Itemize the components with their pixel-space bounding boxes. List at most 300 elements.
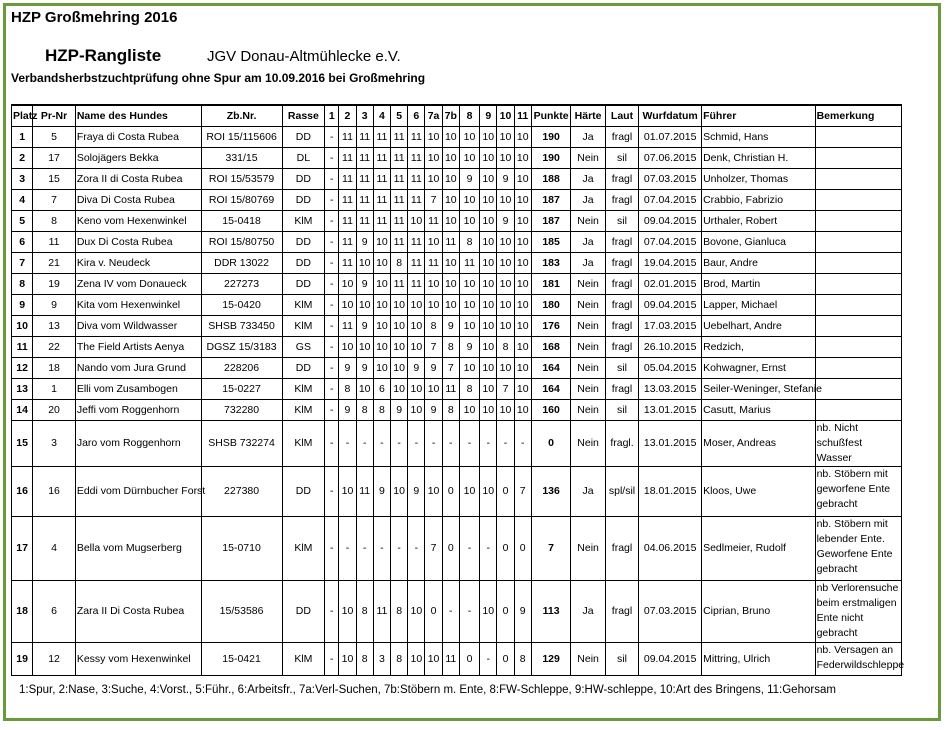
table-cell: 10 (391, 295, 408, 316)
table-cell: 17.03.2015 (639, 316, 702, 337)
table-cell: Nein (571, 400, 605, 421)
table-cell: 10 (373, 253, 390, 274)
table-row (12, 517, 902, 581)
table-cell: 10 (514, 253, 531, 274)
table-cell: Schmid, Hans (702, 127, 816, 148)
table-cell: Ja (571, 253, 605, 274)
table-cell: ROI 15/80769 (201, 190, 282, 211)
table-cell: 11 (33, 232, 76, 253)
table-cell: 176 (531, 316, 571, 337)
table-cell: fragl (605, 581, 638, 643)
table-cell: Kohwagner, Ernst (702, 358, 816, 379)
table-row (12, 581, 902, 643)
table-cell: 12 (33, 643, 76, 676)
table-cell: fragl (605, 190, 638, 211)
table-cell: Nando vom Jura Grund (75, 358, 201, 379)
table-cell: 10 (497, 190, 514, 211)
table-cell: 8 (459, 232, 479, 253)
table-cell: 7 (12, 253, 33, 274)
table-cell: 10 (459, 127, 479, 148)
table-cell: 129 (531, 643, 571, 676)
table-cell: 10 (339, 581, 356, 643)
table-cell: 11 (339, 253, 356, 274)
remark-cell (815, 400, 901, 421)
table-cell: 9 (356, 274, 373, 295)
column-header: 7a (425, 105, 442, 127)
table-cell: 10 (425, 169, 442, 190)
table-cell: 7 (33, 190, 76, 211)
table-cell: 10 (442, 169, 459, 190)
table-cell: 10 (480, 127, 497, 148)
table-cell: 10 (497, 232, 514, 253)
table-cell: 10 (497, 358, 514, 379)
table-cell: 1 (33, 379, 76, 400)
table-cell: 11 (356, 190, 373, 211)
table-cell: - (497, 421, 514, 467)
table-cell: 8 (12, 274, 33, 295)
table-cell: Ja (571, 467, 605, 517)
table-cell: 10 (497, 295, 514, 316)
column-header: 4 (373, 105, 390, 127)
table-cell: 0 (497, 517, 514, 581)
table-row (12, 148, 902, 169)
table-cell: 10 (459, 400, 479, 421)
table-cell: 8 (497, 337, 514, 358)
table-cell: 113 (531, 581, 571, 643)
table-cell: fragl (605, 337, 638, 358)
table-cell: Nein (571, 211, 605, 232)
table-cell: 05.04.2015 (639, 358, 702, 379)
table-cell: KlM (282, 421, 325, 467)
table-cell: 8 (356, 643, 373, 676)
table-cell: SHSB 732274 (201, 421, 282, 467)
table-cell: Unholzer, Thomas (702, 169, 816, 190)
table-cell: 15-0421 (201, 643, 282, 676)
table-cell: 22 (33, 337, 76, 358)
table-cell: Nein (571, 274, 605, 295)
table-cell: DD (282, 169, 325, 190)
table-cell: Nein (571, 643, 605, 676)
table-cell: 10 (497, 253, 514, 274)
table-cell: 11 (373, 148, 390, 169)
table-cell: 17 (12, 517, 33, 581)
table-cell: DD (282, 253, 325, 274)
table-cell: KlM (282, 643, 325, 676)
table-cell: 10 (514, 127, 531, 148)
table-cell: 10 (391, 358, 408, 379)
table-cell: 11 (339, 148, 356, 169)
table-cell: Kita vom Hexenwinkel (75, 295, 201, 316)
table-row (12, 274, 902, 295)
table-cell: Bella vom Mugserberg (75, 517, 201, 581)
column-header: Name des Hundes (75, 105, 201, 127)
table-cell: 11 (373, 169, 390, 190)
table-cell: - (325, 148, 339, 169)
table-cell: 10 (373, 358, 390, 379)
table-cell: 9 (425, 400, 442, 421)
table-cell: 10 (497, 316, 514, 337)
table-cell: DGSZ 15/3183 (201, 337, 282, 358)
table-cell: 9 (339, 358, 356, 379)
table-cell: KlM (282, 517, 325, 581)
table-cell: 168 (531, 337, 571, 358)
table-cell: 11 (408, 148, 425, 169)
table-cell: 15-0418 (201, 211, 282, 232)
table-cell: 10 (391, 467, 408, 517)
column-header: 6 (408, 105, 425, 127)
table-cell: - (442, 421, 459, 467)
table-cell: 10 (480, 211, 497, 232)
table-cell: 0 (425, 581, 442, 643)
table-cell: - (514, 421, 531, 467)
table-cell: 19 (33, 274, 76, 295)
table-cell: - (325, 421, 339, 467)
table-cell: - (325, 253, 339, 274)
table-cell: 9 (356, 358, 373, 379)
table-cell: 10 (514, 274, 531, 295)
table-cell: sil (605, 148, 638, 169)
column-header: 9 (480, 105, 497, 127)
table-cell: 10 (442, 190, 459, 211)
table-cell: SHSB 733450 (201, 316, 282, 337)
table-cell: - (325, 274, 339, 295)
table-cell: 10 (514, 190, 531, 211)
table-cell: - (325, 358, 339, 379)
table-cell: 10 (480, 274, 497, 295)
table-cell: Redzich, (702, 337, 816, 358)
table-cell: 10 (408, 316, 425, 337)
table-cell: 15 (33, 169, 76, 190)
table-cell: 12 (12, 358, 33, 379)
table-cell: 8 (391, 581, 408, 643)
table-cell: 10 (408, 400, 425, 421)
remark-cell (815, 316, 901, 337)
table-cell: Zena IV vom Donaueck (75, 274, 201, 295)
table-cell: 10 (12, 316, 33, 337)
table-cell: 10 (425, 232, 442, 253)
table-cell: DD (282, 581, 325, 643)
table-cell: 20 (33, 400, 76, 421)
table-row (12, 190, 902, 211)
table-cell: 3 (33, 421, 76, 467)
table-cell: DD (282, 358, 325, 379)
remark-cell: nb. Nicht schußfest Wasser (815, 421, 901, 467)
table-cell: 10 (480, 337, 497, 358)
table-cell: 732280 (201, 400, 282, 421)
table-cell: 07.03.2015 (639, 169, 702, 190)
remark-cell (815, 274, 901, 295)
table-cell: DD (282, 127, 325, 148)
table-cell: Nein (571, 358, 605, 379)
table-cell: - (325, 127, 339, 148)
event-subtitle: Verbandsherbstzuchtprüfung ohne Spur am 10.09.2016 bei Großmehring (11, 71, 426, 85)
table-cell: fragl. (605, 421, 638, 467)
table-cell: 15/53586 (201, 581, 282, 643)
remark-cell: nb. Stöbern mit lebender Ente. Geworfene Ente gebracht (815, 517, 901, 581)
table-cell: - (480, 421, 497, 467)
table-cell: 15 (12, 421, 33, 467)
table-cell: 10 (339, 643, 356, 676)
table-cell: - (459, 581, 479, 643)
table-cell: DD (282, 190, 325, 211)
table-cell: Ja (571, 232, 605, 253)
table-cell: 7 (497, 379, 514, 400)
table-cell: 9 (459, 169, 479, 190)
table-cell: sil (605, 358, 638, 379)
table-cell: 5 (33, 127, 76, 148)
table-cell: - (325, 337, 339, 358)
table-cell: 10 (514, 337, 531, 358)
table-cell: Kloos, Uwe (702, 467, 816, 517)
column-header: 5 (391, 105, 408, 127)
remark-cell (815, 295, 901, 316)
table-cell: 11 (339, 127, 356, 148)
table-cell: 10 (356, 337, 373, 358)
table-cell: 0 (497, 581, 514, 643)
table-cell: 6 (373, 379, 390, 400)
column-header: 10 (497, 105, 514, 127)
table-cell: 10 (356, 379, 373, 400)
table-cell: 9 (514, 581, 531, 643)
table-cell: 11 (391, 190, 408, 211)
table-cell: fragl (605, 295, 638, 316)
table-cell: 180 (531, 295, 571, 316)
table-cell: 10 (480, 581, 497, 643)
table-cell: 9 (442, 316, 459, 337)
table-cell: Moser, Andreas (702, 421, 816, 467)
table-cell: 15-0420 (201, 295, 282, 316)
table-cell: 10 (408, 295, 425, 316)
table-cell: 10 (459, 274, 479, 295)
table-cell: 11 (408, 253, 425, 274)
table-cell: - (408, 517, 425, 581)
table-cell: 13.01.2015 (639, 400, 702, 421)
table-cell: 10 (480, 400, 497, 421)
table-cell: 9 (425, 358, 442, 379)
table-cell: 10 (459, 148, 479, 169)
table-cell: fragl (605, 379, 638, 400)
table-cell: 11 (373, 211, 390, 232)
table-cell: 10 (425, 643, 442, 676)
table-cell: 0 (442, 467, 459, 517)
table-cell: fragl (605, 127, 638, 148)
table-cell: 9 (408, 467, 425, 517)
table-cell: 10 (497, 274, 514, 295)
table-cell: fragl (605, 517, 638, 581)
table-cell: 6 (33, 581, 76, 643)
table-cell: DD (282, 467, 325, 517)
table-cell: 10 (408, 337, 425, 358)
table-cell: Urthaler, Robert (702, 211, 816, 232)
table-cell: 18.01.2015 (639, 467, 702, 517)
table-cell: 11 (339, 316, 356, 337)
table-cell: 10 (408, 581, 425, 643)
table-cell: Zora II di Costa Rubea (75, 169, 201, 190)
table-cell: 8 (339, 379, 356, 400)
table-cell: 9 (356, 316, 373, 337)
table-cell: 10 (480, 316, 497, 337)
table-cell: 10 (442, 148, 459, 169)
table-cell: 09.04.2015 (639, 643, 702, 676)
table-cell: DDR 13022 (201, 253, 282, 274)
remark-cell (815, 253, 901, 274)
table-cell: 10 (408, 643, 425, 676)
table-cell: 11 (339, 169, 356, 190)
table-cell: 10 (442, 274, 459, 295)
table-row (12, 421, 902, 467)
remark-cell: nb. Versagen an Federwildschleppe (815, 643, 901, 676)
table-cell: 10 (425, 379, 442, 400)
table-cell: 11 (356, 467, 373, 517)
table-cell: 0 (497, 467, 514, 517)
table-cell: 7 (425, 337, 442, 358)
table-cell: Ja (571, 127, 605, 148)
table-cell: 11 (408, 169, 425, 190)
table-cell: 10 (514, 379, 531, 400)
table-cell: 10 (425, 467, 442, 517)
column-header: Zb.Nr. (201, 105, 282, 127)
table-cell: ROI 15/80750 (201, 232, 282, 253)
table-cell: 11 (339, 190, 356, 211)
table-cell: - (425, 421, 442, 467)
event-title: HZP Großmehring 2016 (11, 9, 178, 26)
table-cell: Kessy vom Hexenwinkel (75, 643, 201, 676)
table-cell: Ja (571, 581, 605, 643)
table-cell: 13.03.2015 (639, 379, 702, 400)
table-cell: 10 (480, 295, 497, 316)
table-cell: Diva vom Wildwasser (75, 316, 201, 337)
table-cell: 190 (531, 127, 571, 148)
table-cell: Denk, Christian H. (702, 148, 816, 169)
table-cell: 09.04.2015 (639, 211, 702, 232)
table-cell: 11 (356, 211, 373, 232)
table-cell: Lapper, Michael (702, 295, 816, 316)
table-cell: KlM (282, 211, 325, 232)
table-cell: 190 (531, 148, 571, 169)
table-cell: ROI 15/115606 (201, 127, 282, 148)
table-cell: 4 (12, 190, 33, 211)
table-cell: Diva Di Costa Rubea (75, 190, 201, 211)
table-cell: 8 (442, 400, 459, 421)
table-cell: 8 (459, 379, 479, 400)
table-cell: 10 (514, 400, 531, 421)
table-cell: 11 (339, 232, 356, 253)
table-cell: 13.01.2015 (639, 421, 702, 467)
table-cell: Crabbio, Fabrizio (702, 190, 816, 211)
table-cell: Zara II Di Costa Rubea (75, 581, 201, 643)
table-cell: Kira v. Neudeck (75, 253, 201, 274)
table-cell: 11 (12, 337, 33, 358)
list-title: HZP-Rangliste (45, 46, 162, 65)
table-cell: 10 (373, 295, 390, 316)
table-cell: 10 (408, 211, 425, 232)
table-row (12, 316, 902, 337)
table-cell: 11 (442, 379, 459, 400)
table-cell: 10 (339, 274, 356, 295)
table-cell: 227380 (201, 467, 282, 517)
table-cell: sil (605, 643, 638, 676)
table-cell: 09.04.2015 (639, 295, 702, 316)
table-cell: - (480, 517, 497, 581)
table-cell: GS (282, 337, 325, 358)
table-cell: 1 (12, 127, 33, 148)
table-cell: 10 (459, 211, 479, 232)
table-cell: 181 (531, 274, 571, 295)
table-cell: 0 (497, 643, 514, 676)
table-cell: 11 (391, 148, 408, 169)
table-cell: KlM (282, 379, 325, 400)
table-cell: 01.07.2015 (639, 127, 702, 148)
table-cell: 10 (514, 316, 531, 337)
table-cell: 187 (531, 211, 571, 232)
table-cell: 8 (373, 400, 390, 421)
table-cell: 10 (339, 295, 356, 316)
table-cell: 11 (391, 127, 408, 148)
table-cell: 10 (480, 190, 497, 211)
table-cell: 10 (480, 148, 497, 169)
table-cell: 11 (391, 274, 408, 295)
table-cell: sil (605, 211, 638, 232)
table-cell: 10 (497, 127, 514, 148)
table-cell: Nein (571, 295, 605, 316)
table-cell: 9 (12, 295, 33, 316)
table-cell: 10 (373, 316, 390, 337)
table-cell: 8 (391, 253, 408, 274)
table-cell: 18 (33, 358, 76, 379)
table-cell: Nein (571, 421, 605, 467)
table-cell: 228206 (201, 358, 282, 379)
table-cell: spl/sil (605, 467, 638, 517)
column-header: Pr-Nr (33, 105, 76, 127)
table-cell: 9 (373, 467, 390, 517)
column-header: 1 (325, 105, 339, 127)
table-cell: Nein (571, 337, 605, 358)
table-cell: 10 (425, 148, 442, 169)
table-cell: Nein (571, 379, 605, 400)
table-cell: fragl (605, 253, 638, 274)
table-cell: 10 (391, 316, 408, 337)
table-cell: 10 (480, 467, 497, 517)
table-cell: 26.10.2015 (639, 337, 702, 358)
table-cell: 10 (442, 253, 459, 274)
table-cell: 11 (459, 253, 479, 274)
table-cell: - (325, 643, 339, 676)
remark-cell (815, 211, 901, 232)
table-cell: Elli vom Zusambogen (75, 379, 201, 400)
remark-cell (815, 358, 901, 379)
table-cell: - (325, 517, 339, 581)
column-legend: 1:Spur, 2:Nase, 3:Suche, 4:Vorst., 5:Führ., 6:Arbeitsfr., 7a:Verl-Suchen, 7b:Stöbern m. Ente, 8:FW-Schleppe, 9:HW-schleppe, 10:Art des Bringens, 11:Gehorsam (19, 684, 836, 696)
table-cell: 160 (531, 400, 571, 421)
column-header: 7b (442, 105, 459, 127)
table-cell: 10 (391, 337, 408, 358)
ranking-table (11, 104, 905, 676)
table-cell: 187 (531, 190, 571, 211)
remark-cell (815, 337, 901, 358)
table-row (12, 232, 902, 253)
table-cell: 183 (531, 253, 571, 274)
table-cell: 7 (425, 517, 442, 581)
column-header: 11 (514, 105, 531, 127)
table-cell: Jaro vom Roggenhorn (75, 421, 201, 467)
table-cell: sil (605, 400, 638, 421)
table-row (12, 400, 902, 421)
table-row (12, 211, 902, 232)
table-cell: - (408, 421, 425, 467)
table-row (12, 169, 902, 190)
table-cell: 10 (514, 232, 531, 253)
table-cell: Bovone, Gianluca (702, 232, 816, 253)
